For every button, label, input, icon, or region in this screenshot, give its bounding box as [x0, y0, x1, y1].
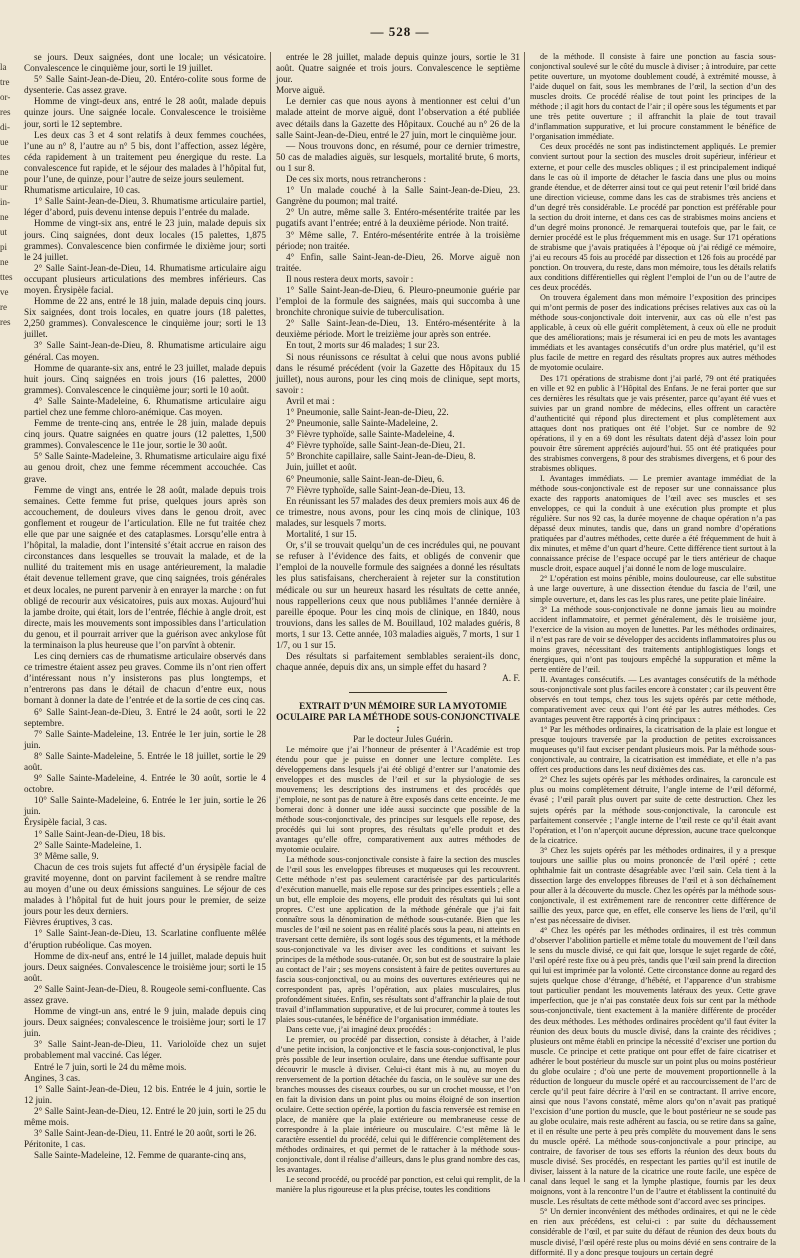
- paragraph: 4° Fièvre typhoïde, salle Saint-Jean-de-Dieu, 21.: [286, 440, 466, 451]
- paragraph: 2° Salle Saint-Jean-de-Dieu, 12. Entré le 20 juin, sorti le 25 du même mois.: [24, 1105, 266, 1127]
- margin-fragment: ut: [0, 227, 8, 237]
- paragraph: En tout, 2 morts sur 46 malades; 1 sur 23.: [286, 340, 440, 351]
- paragraph: Chacun de ces trois sujets fut affecté d’un érysipèle facial de gravité moyenne, dont on parvint facilement à se rendre maître au moyen d’une ou deux émissions sanguines. Le séjour de ces malades à l’hôpital fut de huit jours pour le premier, de seize jours pour les deux derniers.: [24, 861, 266, 917]
- paragraph: Entré le 7 juin, sorti le 24 du même mois.: [34, 1061, 187, 1072]
- paragraph: II. Avantages consécutifs. — Les avantages consécutifs de la méthode sous-conjonctivale sont plus faciles encore à constater ; car ils peuvent être observés en tout temps, chez tous les sujets opérés par cette méthode, comparativement avec ceux qui l’ont été par les autres méthodes. Ces avantages peuvent être rapportés à cinq principaux :: [530, 674, 776, 725]
- paragraph: 3° Fièvre typhoïde, salle Sainte-Madeleine, 4.: [286, 429, 455, 440]
- margin-fragment: res: [0, 317, 11, 327]
- paragraph: 3° Chez les sujets opérés par les méthodes ordinaires, il y a presque toujours une saillie plus ou moins prononcée de l’œil opéré ; cette ophthalmie fait un contraste désagréable avec l’œil sain. Cela tient à la dissection large des enveloppes fibreuses de l’œil et à son déchaînement pour aller à la découverte du muscle. Chez les opérés par la méthode sous-conjonctivale, il est extrêmement rare de rencontrer cette différence de saillie des yeux, parce que, en effet, elle conserve les liens de l’œil, qu’il n’est pas nécessaire de diviser.: [530, 845, 776, 926]
- paragraph: se jours. Deux saignées, dont une locale; un vésicatoire. Convalescence le cinquième jour, sorti le 19 juillet.: [24, 52, 266, 74]
- paragraph: 9° Salle Sainte-Madeleine, 4. Entrée le 30 août, sortie le 4 octobre.: [24, 773, 266, 795]
- margin-fragment: ttes: [0, 272, 13, 282]
- paragraph: de la méthode. Il consiste à faire une ponction au fascia sous-conjonctival soulevé sur le côté du muscle à diviser ; à introduire, par cette petite ouverture, un myotome doublement coudé, à extrémité mousse, à l’aide duquel on fait, sous les membranes de l’œil, la section d’un des muscles droits. Ce procédé réalise de tout point les principes de la méthode ; il agit hors du contact de l’air ; il opère sous les téguments et par une très petite ouverture ; il affranchit la plaie de tout travail d’inflammation suppurative, et lui procure constamment le bénéfice de l’organisation immédiate.: [530, 52, 777, 142]
- paragraph: 6° Salle Saint-Jean-de-Dieu, 3. Entré le 24 août, sorti le 22 septembre.: [24, 706, 266, 728]
- paragraph: On trouvera également dans mon mémoire l’exposition des principes qui m’ont permis de poser des indications précises relatives aux cas où la méthode sous-conjonctivale doit intervenir, aux cas où elle n’est pas applicable, à ceux où elle guérit complètement, à ceux où elle ne produit que des améliorations; mais je résumerai ici en peu de mots les avantages immédiats et les avantages consécutifs d’un ordre plus matériel, qu’il est plus facile de mettre en regard des résultats propres aux autres méthodes de myotomie oculaire.: [530, 293, 776, 373]
- paragraph: 2° Salle Saint-Jean-de-Dieu, 13. Entéro-mésentérite à la deuxième période. Mort le treizième jour après son entrée.: [276, 318, 520, 340]
- paragraph: 2° Salle Sainte-Madeleine, 1.: [34, 839, 142, 850]
- margin-fragment: re: [0, 302, 7, 312]
- paragraph: 5° Salle Saint-Jean-de-Dieu, 20. Entéro-colite sous forme de dysenterie. Cas assez grave.: [24, 74, 266, 96]
- paragraph: Des résultats si parfaitement semblables seraient-ils donc, chaque année, depuis dix ans, un simple effet du hasard ?: [276, 651, 520, 673]
- paragraph: 1° Par les méthodes ordinaires, la cicatrisation de la plaie est longue et presque toujours traversée par la production de petites excroissances muqueuses qu’il faut exciser pendant plusieurs mois. Par la méthode sous-conjonctivale, au contraire, la cicatrisation est immédiate, et elle n’a pas offert ces productions dans les neuf dixièmes des cas.: [530, 725, 776, 775]
- paragraph: Mortalité, 1 sur 15.: [286, 529, 357, 540]
- paragraph: 3° Salle Saint-Jean-de-Dieu, 8. Rhumatisme articulaire aigu général. Cas moyen.: [24, 340, 266, 362]
- paragraph: 3° La méthode sous-conjonctivale ne donne jamais lieu au moindre accident inflammatoire, et permet généralement, dès le troisième jour, l’exercice de la vision au moyen de lunettes. Par les méthodes ordinaires, il n’est pas rare de voir se développer des accidents inflammatoires plus ou moins graves, nécessitant des traitements antiphlogistiques longs et énergiques, qui n’ont pas toujours empêché la suppuration et même la perte entière de l’œil.: [530, 604, 776, 674]
- section-heading: Érysipèle facial, 3 cas.: [24, 817, 107, 828]
- paragraph: Si nous réunissons ce résultat à celui que nous avons publié dans le résumé précédent (voir la Gazette des Hôpitaux du 15 juillet), nous aurons, pour les cinq mois de clinique, sept morts, savoir :: [276, 351, 520, 395]
- paragraph: 2° Pneumonie, salle Sainte-Madeleine, 2.: [286, 418, 438, 429]
- paragraph: 1° Pneumonie, salle Saint-Jean-de-Dieu, 22.: [286, 407, 449, 417]
- paragraph: 1° Un malade couché à la Salle Saint-Jean-de-Dieu, 23. Gangrène du poumon; mal traité.: [276, 185, 520, 207]
- section-heading: Péritonite, 1 cas.: [24, 1139, 86, 1150]
- paragraph: 5° Salle Sainte-Madeleine, 3. Rhumatisme articulaire aigu fixé au genou droit, chez une femme récemment accouchée. Cas grave.: [24, 451, 266, 484]
- paragraph: 3° Salle Saint-Jean-de-Dieu, 11. Varioloïde chez un sujet probablement mal vacciné. Cas léger.: [24, 1039, 266, 1061]
- paragraph: 7° Salle Sainte-Madeleine, 13. Entrée le 1er juin, sortie le 28 juin.: [24, 728, 266, 750]
- page-number: — 528 —: [370, 24, 430, 39]
- margin-fragment: tes: [0, 152, 10, 162]
- column-rule: [270, 52, 271, 1182]
- paragraph: 1° Salle Saint-Jean-de-Dieu, 6. Pleuro-pneumonie guérie par l’emploi de la formule des saignées, mais qui succomba à une bronchite chronique suivie de tuberculisation.: [276, 284, 520, 318]
- margin-fragment: di-: [0, 122, 10, 132]
- paragraph: 5° Un dernier inconvénient des méthodes ordinaires, et qui ne le cède en rien aux précédens, est celui-ci : par suite du déchaussement considérable de l’œil, et par suite du défaut de réunion des deux bouts du muscle divisé, l’œil opéré reste plus ou moins dévié en sens contraire de la difformité. Il y a donc presque toujours un certain degré: [530, 1207, 776, 1257]
- paragraph: 1° Salle Saint-Jean-de-Dieu, 18 bis.: [34, 828, 166, 839]
- paragraph: 1° Salle Saint-Jean-de-Dieu, 12 bis. Entrée le 4 juin, sortie le 12 juin.: [24, 1083, 266, 1105]
- paragraph: En réunissant les 57 malades des deux premiers mois aux 46 de ce trimestre, nous avons, pour les cinq mois de clinique, 103 malades, sur lesquels 7 morts.: [276, 495, 520, 528]
- paragraph: De ces six morts, nous retrancherons :: [286, 174, 427, 185]
- summary-paragraph: — Nous trouvons donc, en résumé, pour ce dernier trimestre, 50 cas de maladies aiguës, sur lesquels, mortalité brute, 6 morts, ou 1 sur 8.: [276, 140, 520, 173]
- article-title: EXTRAIT D’UN MÉMOIRE SUR LA MYOTOMIE OCULAIRE PAR LA MÉTHODE SOUS-CONJONCTIVALE ;: [276, 701, 520, 734]
- paragraph: 4° Salle Sainte-Madeleine, 6. Rhumatisme articulaire aigu partiel chez une femme chloro-anémique. Cas moyen.: [24, 395, 266, 417]
- paragraph: 3° Salle Saint-Jean-de-Dieu, 11. Entré le 20 août, sorti le 26.: [34, 1128, 257, 1139]
- paragraph: 4° Enfin, salle Saint-Jean-de-Dieu, 26. Morve aiguë non traitée.: [276, 251, 520, 273]
- section-heading: Fièvres éruptives, 3 cas.: [24, 917, 113, 928]
- section-heading: Rhumatisme articulaire, 10 cas.: [24, 185, 141, 196]
- paragraph: Il nous restera deux morts, savoir :: [286, 273, 414, 284]
- paragraph: 1° Salle Saint-Jean-de-Dieu, 3. Rhumatisme articulaire partiel, léger d’abord, puis devenu intense depuis l’entrée du malade.: [24, 196, 266, 218]
- margin-fragment: pi: [0, 242, 8, 252]
- margin-fragment: ne: [0, 212, 9, 222]
- paragraph: Femme de trente-cinq ans, entrée le 28 juin, malade depuis cinq jours. Quatre saignées en quatre jours (12 palettes, 1,500 grammes). Convalescence le 11e jour, sortie le 30 août.: [24, 418, 266, 451]
- column-2: [276, 52, 520, 1195]
- paragraph: Le premier, ou procédé par dissection, consiste à détacher, à l’aide d’une petite incision, la conjonctive et le fascia sous-conjonctival, le plus près possible de leur insertion oculaire, dans une étendue suffisante pour découvrir le muscle à diviser. Celui-ci étant mis à nu, au moyen du renversement de la portion détachée du fascia, on le soulève sur une des branches mousses des ciseaux courbes, ou sur un crochet mousse, et l’on en fait la division dans un point plus ou moins éloigné de son insertion oculaire. Cette section opérée, la portion du fascia renversée est remise en place, de manière que la plaie extérieure ou membraneuse cesse de correspondre à la plaie intérieure ou musculaire. C’est même là le caractère essentiel du procédé, celui qui le différencie complètement des méthodes ordinaires, et qui permet de le rattacher à la méthode sous-conjonctivale, dont il réalise d’ailleurs, dans le plus grand nombre des cas, les avantages.: [276, 1035, 520, 1175]
- margin-fragment: res: [0, 107, 11, 117]
- column-3: [530, 52, 777, 1257]
- paragraph: I. Avantages immédiats. — Le premier avantage immédiat de la méthode sous-conjonctivale est de reposer sur une connaissance plus exacte des rapports anatomiques de l’œil avec ses muscles et ses enveloppes, ce qui la conduit à une exécution plus prompte et plus régulière. Sur nos 92 cas, la durée moyenne de chaque opération n’a pas dépassé deux minutes, tandis que, dans un grand nombre d’opérations pratiquées par d’autres méthodes, cette durée a été fréquemment de huit à dix minutes, et même d’un quart d’heure. Cette différence tient surtout à la connaissance précise de l’espace occupé par le tiers antérieur de chaque muscle droit, espace auquel j’ai donné le nom de loge musculaire.: [530, 473, 776, 574]
- paragraph: Or, s’il se trouvait quelqu’un de ces incrédules qui, ne pouvant se refuser à l’évidence des faits, et obligés de convenir que l’emploi de la nouvelle formule des saignées a donné les résultats les plus satisfaisans, chercheraient à rejeter sur la constitution médicale ou sur un heureux hasard les résultats de cette année, nous rappellerions ceux que nous publiâmes l’année dernière à pareille époque. Pour les cinq mois de clinique, en 1840, nous trouvions, dans les salles de M. Bouillaud, 102 malades guéris, 8 morts, 1 sur 13. Cette année, 103 maladies aiguës, 7 morts, 1 sur 1 1/7, ou 1 sur 15.: [276, 540, 520, 650]
- paragraph: 10° Salle Sainte-Madeleine, 6. Entrée le 1er juin, sortie le 26 juin.: [24, 795, 266, 817]
- article-author: Par le docteur Jules Guérin.: [353, 734, 453, 745]
- margin-fragment: or-: [0, 92, 11, 102]
- paragraph: La méthode sous-conjonctivale consiste à faire la section des muscles de l’œil sous les enveloppes fibreuses et muqueuses qui les recouvrent. Cette méthode n’est pas seulement caractérisée par des particularités d’exécution manuelle, mais elle repose sur des principes essentiels ; elle a un but, elle emploie des moyens, elle produit des résultats qui lui sont propres. C’est une application de la méthode générale que j’ai fait connaître sous la dénomination de méthode sous-cutanée. Bien que les muscles de l’œil ne soient pas en réalité placés sous la peau, ni atteints en traversant cette dernière, ils sont logés sous des téguments, et la méthode sous-conjonctivale va les diviser avec les conditions et suivant les principes de la méthode sous-cutanée. Or, son but est de soustraire la plaie au contact de l’air ; ses moyens consistent à faire de petites ouvertures au fascia sous-conjonctival, ou au moins des ouvertures extérieures qui ne correspondent pas, après l’opération, aux plaies musculaires, plus profondément situées. Enfin, ses résultats sont d’affranchir la plaie de tout travail d’inflammation suppurative, et de lui procurer, comme à toutes les plaies sous-cutanées, le bénéfice de l’organisation immédiate.: [276, 855, 520, 1025]
- column-rule: [524, 52, 525, 1182]
- paragraph: 8° Salle Sainte-Madeleine, 5. Entrée le 18 juillet, sortie le 29 août.: [24, 750, 266, 772]
- paragraph: 3° Même salle, 9.: [34, 850, 99, 861]
- paragraph: Les cinq derniers cas de rhumatisme articulaire observés dans ce trimestre étaient assez peu graves. Comme ils n’ont rien offert d’intéressant nous n’y insisterons pas plus longtemps, et n’entrerons pas dans le détail de chacun d’entre eux, nous bornant à donner la date de l’entrée et de la sortie de ces cinq cas.: [24, 651, 266, 706]
- column-1: [24, 52, 266, 1182]
- paragraph: 5° Bronchite capillaire, salle Saint-Jean-de-Dieu, 8.: [286, 451, 476, 462]
- paragraph: Le dernier cas que nous ayons à mentionner est celui d’un malade atteint de morve aiguë, dont l’observation a été publiée avec détails dans la Gazette des Hôpitaux. Couché au n° 26 de la salle Saint-Jean-de-Dieu, entré le 27 juin, mort le cinquième jour.: [276, 96, 520, 140]
- paragraph: 7° Fièvre typhoïde, salle Saint-Jean-de-Dieu, 13.: [286, 484, 466, 495]
- paragraph: 2° Salle Saint-Jean-de-Dieu, 8. Rougeole semi-confluente. Cas assez grave.: [24, 983, 266, 1005]
- paragraph: Les deux cas 3 et 4 sont relatifs à deux femmes couchées, l’une au n° 8, l’autre au n° 5 bis, dont l’affection, assez légère, céda rapidement à un traitement peu énergique du reste. La convalescence fut rapide, et le séjour des malades à l’hôpital fut, pour l’une, de quinze, pour l’autre de seize jours seulement.: [24, 129, 266, 185]
- paragraph: 6° Pneumonie, salle Saint-Jean-de-Dieu, 6.: [286, 473, 445, 484]
- paragraph: 4° Chez les opérés par les méthodes ordinaires, il est très commun d’observer l’abolition partielle et même totale du mouvement de l’œil dans le sens du muscle divisé, ce qui fait que, lorsque le sujet regarde de côté, l’œil opéré reste fixe ou à peu près, tandis que l’œil sain prend la direction qui lui est imprimée par la volonté. Cette circonstance donne au regard des sujets quelque chose d’étrange, d’hébété, et l’apparence d’un strabisme tout particulier pendant les mouvements latéraux des yeux. Cette grave imperfection, que je n’ai pas constatée deux fois sur cent par la méthode sous-conjonctivale, tient exactement à la manière différente de procéder des deux méthodes. Les méthodes ordinaires procèdent qu’il faut éviter la réunion des deux bouts du muscle divisé, dans la crainte des récidives ; plusieurs ont même établi en principe la nécessité d’exciser une portion du muscle. Ce principe et cette pratique ont pour effet de faire cicatriser et adhérer le bout postérieur du muscle sur un point plus ou moins postérieur du globe oculaire ; d’où une perte de mouvement proportionnelle à la réduction de longueur du muscle opéré et au raccourcissement de l’arc de cercle qu’il peut faire décrire à l’œil en se contractant. Il arrive encore, ainsi que nous l’avons constaté, même alors qu’on n’avait pas pratiqué l’excision d’une portion du muscle, que le bout postérieur ne se soude pas au globe oculaire, mais reste adhérent au fascia, ou se retire dans sa gaîne, et il en résulte une perte à peu près complète du mouvement dans le sens du muscle opéré. La méthode sous-conjonctivale a pour principe, au contraire, de favoriser de tous ses efforts la réunion des deux bouts du muscle divisé. Ses procédés, en respectant les parties qu’il est inutile de diviser, laissent à la nature de la cicatrice une route facile, une espèce de canal dans lequel le sang et la lymphe plastique, fournis par les deux moignons, vont à la rencontre l’un de l’autre et établissent la continuité du muscle. Les résultats de cette méthode sont d’accord avec ses principes.: [530, 926, 776, 1207]
- paragraph: Le second procédé, ou procédé par ponction, est celui qui remplit, de la manière la plus rigoureuse et la plus précise, toutes les conditions: [276, 1175, 520, 1195]
- paragraph: Ces deux procédés ne sont pas indistinctement appliqués. Le premier convient surtout pour la section des muscles droit supérieur, inférieur et externe, et pour celle des muscles obliques ; il est principalement indiqué dans le cas où il importe de détacher le fascia dans une plus ou moins grande étendue, et de déterrer ainsi tout ce qui peut retenir l’œil bridé dans une direction vicieuse, comme dans les cas de strabismes très anciens et d’un degré très considérable. Le procédé par ponction est préférable pour la section du droit interne, et dans ces cas de strabismes moins anciens et d’un degré moins prononcé. Je remarquerai toutefois que, par le fait, ce dernier procédé est le plus fréquemment mis en usage. Sur 171 opérations de strabisme que j’avais pratiquées à l’époque où j’ai rédigé ce mémoire, j’ai eu recours 45 fois au procédé par dissection et 126 fois au procédé par ponction. On trouvera, du reste, dans mon mémoire, tous les détails relatifs aux conditions différentielles qui règlent l’emploi de l’un ou de l’autre de ces deux procédés.: [530, 142, 776, 293]
- paragraph: Des 171 opérations de strabisme dont j’ai parlé, 79 ont été pratiquées en ville et 92 en public à l’Hôpital des Enfans. Je ne ferai porter que sur ces dernières les résultats que je vais présenter, parce qu’ayant été vues et suivies par un grand nombre de médecins, elles offrent un caractère d’authenticité qui répond plus directement et plus complètement aux attaques dont nos pratiques ont été l’objet. Sur ce nombre de 92 opérations, il y en a 69 dont les résultats datent déjà d’assez loin pour pouvoir être sûrement appréciés aujourd’hui. 55 ont été pratiquées pour des strabismes convergens, 8 pour des strabismes divergens, et 6 pour des strabismes obliques.: [530, 373, 776, 473]
- signature: A. F.: [502, 673, 520, 684]
- margin-fragment: la: [0, 62, 7, 72]
- paragraph: Juin, juillet et août.: [286, 462, 357, 473]
- paragraph: Femme de vingt ans, entrée le 28 août, malade depuis trois semaines. Cette femme fut prise, quelques jours après son accouchement, de douleurs vives dans le genou droit, avec gonflement et rougeur de l’articulation. Elle ne fut traitée chez elle que par une saignée et des cataplasmes. Lorsqu’elle entra à l’hôpital, la maladie, dont l’intensité s’était accrue en raison des circonstances dans lesquelles se trouvait la malade, et de la nullité du traitement mis en usage antérieurement, la maladie était devenue tellement grave, que cinq saignées, trois générales et deux locales, ne purent parvenir à en enrayer la marche : on fut obligé de recourir aux vésicatoires, puis aux moxas. Aujourd’hui la jambe droite, qui était, lors de l’entrée, fléchie à angle droit, est directe, mais les mouvements sont impossibles dans l’articulation du genou, et il pourrait arriver que la guérison avec ankylose fût la terminaison la plus heureuse que l’on parvînt à obtenir.: [24, 484, 266, 650]
- paragraph: Le mémoire que j’ai l’honneur de présenter à l’Académie est trop étendu pour que je puisse en donner une lecture complète. Les développemens dans lesquels j’ai été obligé d’entrer sur l’anatomie des enveloppes et des muscles de l’œil et sur la physiologie de ses mouvemens; les descriptions des instrumens et des procédés que j’emploie, ne sont pas de nature à être exposés dans cette enceinte. Je me bornerai donc à donner une idée aussi succincte que possible de la méthode sous-conjonctivale, des principes sur lesquels elle repose, des procédés qui lui sont propres, des résultats qu’elle produit et des avantages qu’elle offre, comparativement aux autres méthodes de myotomie oculaire.: [276, 745, 520, 855]
- paragraph: Dans cette vue, j’ai imaginé deux procédés :: [286, 1025, 432, 1035]
- paragraph: 2° Chez les sujets opérés par les méthodes ordinaires, la caroncule est plus ou moins complètement détruite, l’angle interne de l’œil déformé, évasé ; l’œil paraît plus ouvert par suite de cette destruction. Chez les sujets opérés par la méthode sous-conjonctivale, la caroncule est parfaitement conservée ; l’angle interne de l’œil reste ce qu’il était avant l’opération, et l’on n’aperçoit aucune dépression, aucune trace quelconque de la cicatrice.: [530, 775, 776, 845]
- section-heading: Morve aiguë.: [276, 85, 325, 96]
- margin-fragment: ve: [0, 287, 9, 297]
- paragraph: entrée le 28 juillet, malade depuis quinze jours, sortie le 31 août. Quatre saignée et trois jours. Convalescence le septième jour.: [276, 52, 520, 85]
- paragraph: Homme de quarante-six ans, entré le 23 juillet, malade depuis huit jours. Cinq saignées en trois jours (16 palettes, 2000 grammes). Convalescence le cinquième jour; sorti le 10 août.: [24, 362, 266, 395]
- paragraph: Avril et mai :: [286, 395, 335, 406]
- margin-fragment: ur: [0, 182, 8, 192]
- paragraph: Homme de dix-neuf ans, entré le 14 juillet, malade depuis huit jours. Deux saignées. Convalescence le troisième jour; sorti le 15 août.: [24, 950, 266, 983]
- margin-fragment: ne: [0, 167, 9, 177]
- margin-fragment: in-: [0, 197, 10, 207]
- paragraph: 2° Un autre, même salle 3. Entéro-mésentérite traitée par les pugatifs avant l’entrée; entré à la deuxième période. Non traité.: [276, 207, 520, 229]
- paragraph: Homme de 22 ans, entré le 18 juin, malade depuis cinq jours. Six saignées, dont trois locales, en quatre jours (18 palettes, 2,250 grammes). Convalescence le cinquième jour; sorti le 13 juillet.: [24, 296, 266, 340]
- paragraph: Homme de vingt-six ans, entré le 23 juin, malade depuis six jours. Cinq saignées, dont deux locales (15 palettes, 1,875 grammes). Convalescence bien confirmée le dixième jour; sorti le 24 juillet.: [24, 218, 266, 262]
- margin-fragment: tre: [0, 77, 10, 87]
- margin-fragment: ne: [0, 257, 9, 267]
- paragraph: 2° L’opération est moins pénible, moins douloureuse, car elle substitue à une large ouverture, à une dissection étendue du fascia de l’œil, une simple ouverture, et, dans les cas les plus rares, une petite plaie linéaire.: [530, 574, 776, 604]
- paragraph: 3° Même salle, 7. Entéro-mésentérite entrée à la troisième période; non traitée.: [276, 229, 520, 251]
- paragraph: Salle Sainte-Madeleine, 12. Femme de quarante-cinq ans,: [34, 1150, 247, 1161]
- separator-rule: [349, 692, 447, 693]
- paragraph: 2° Salle Saint-Jean-de-Dieu, 14. Rhumatisme articulaire aigu occupant plusieurs articulations des membres inférieurs. Cas moyen. Érysipèle facial.: [24, 262, 266, 295]
- paragraph: Homme de vingt-un ans, entré le 9 juin, malade depuis cinq jours. Deux saignées; convalescence le troisième jour; sorti le 17 juin.: [24, 1006, 266, 1039]
- paragraph: 1° Salle Saint-Jean-de-Dieu, 13. Scarlatine confluente mêlée d’éruption rubéolique. Cas moyen.: [24, 928, 266, 950]
- paragraph: Homme de vingt-deux ans, entré le 28 août, malade depuis quinze jours. Une saignée locale. Convalescence le troisième jour, sorti le 12 septembre.: [24, 96, 266, 129]
- section-heading: Angines, 3 cas.: [24, 1072, 81, 1083]
- margin-fragment: ue: [0, 137, 9, 147]
- adjacent-page-fragments: [0, 60, 14, 1180]
